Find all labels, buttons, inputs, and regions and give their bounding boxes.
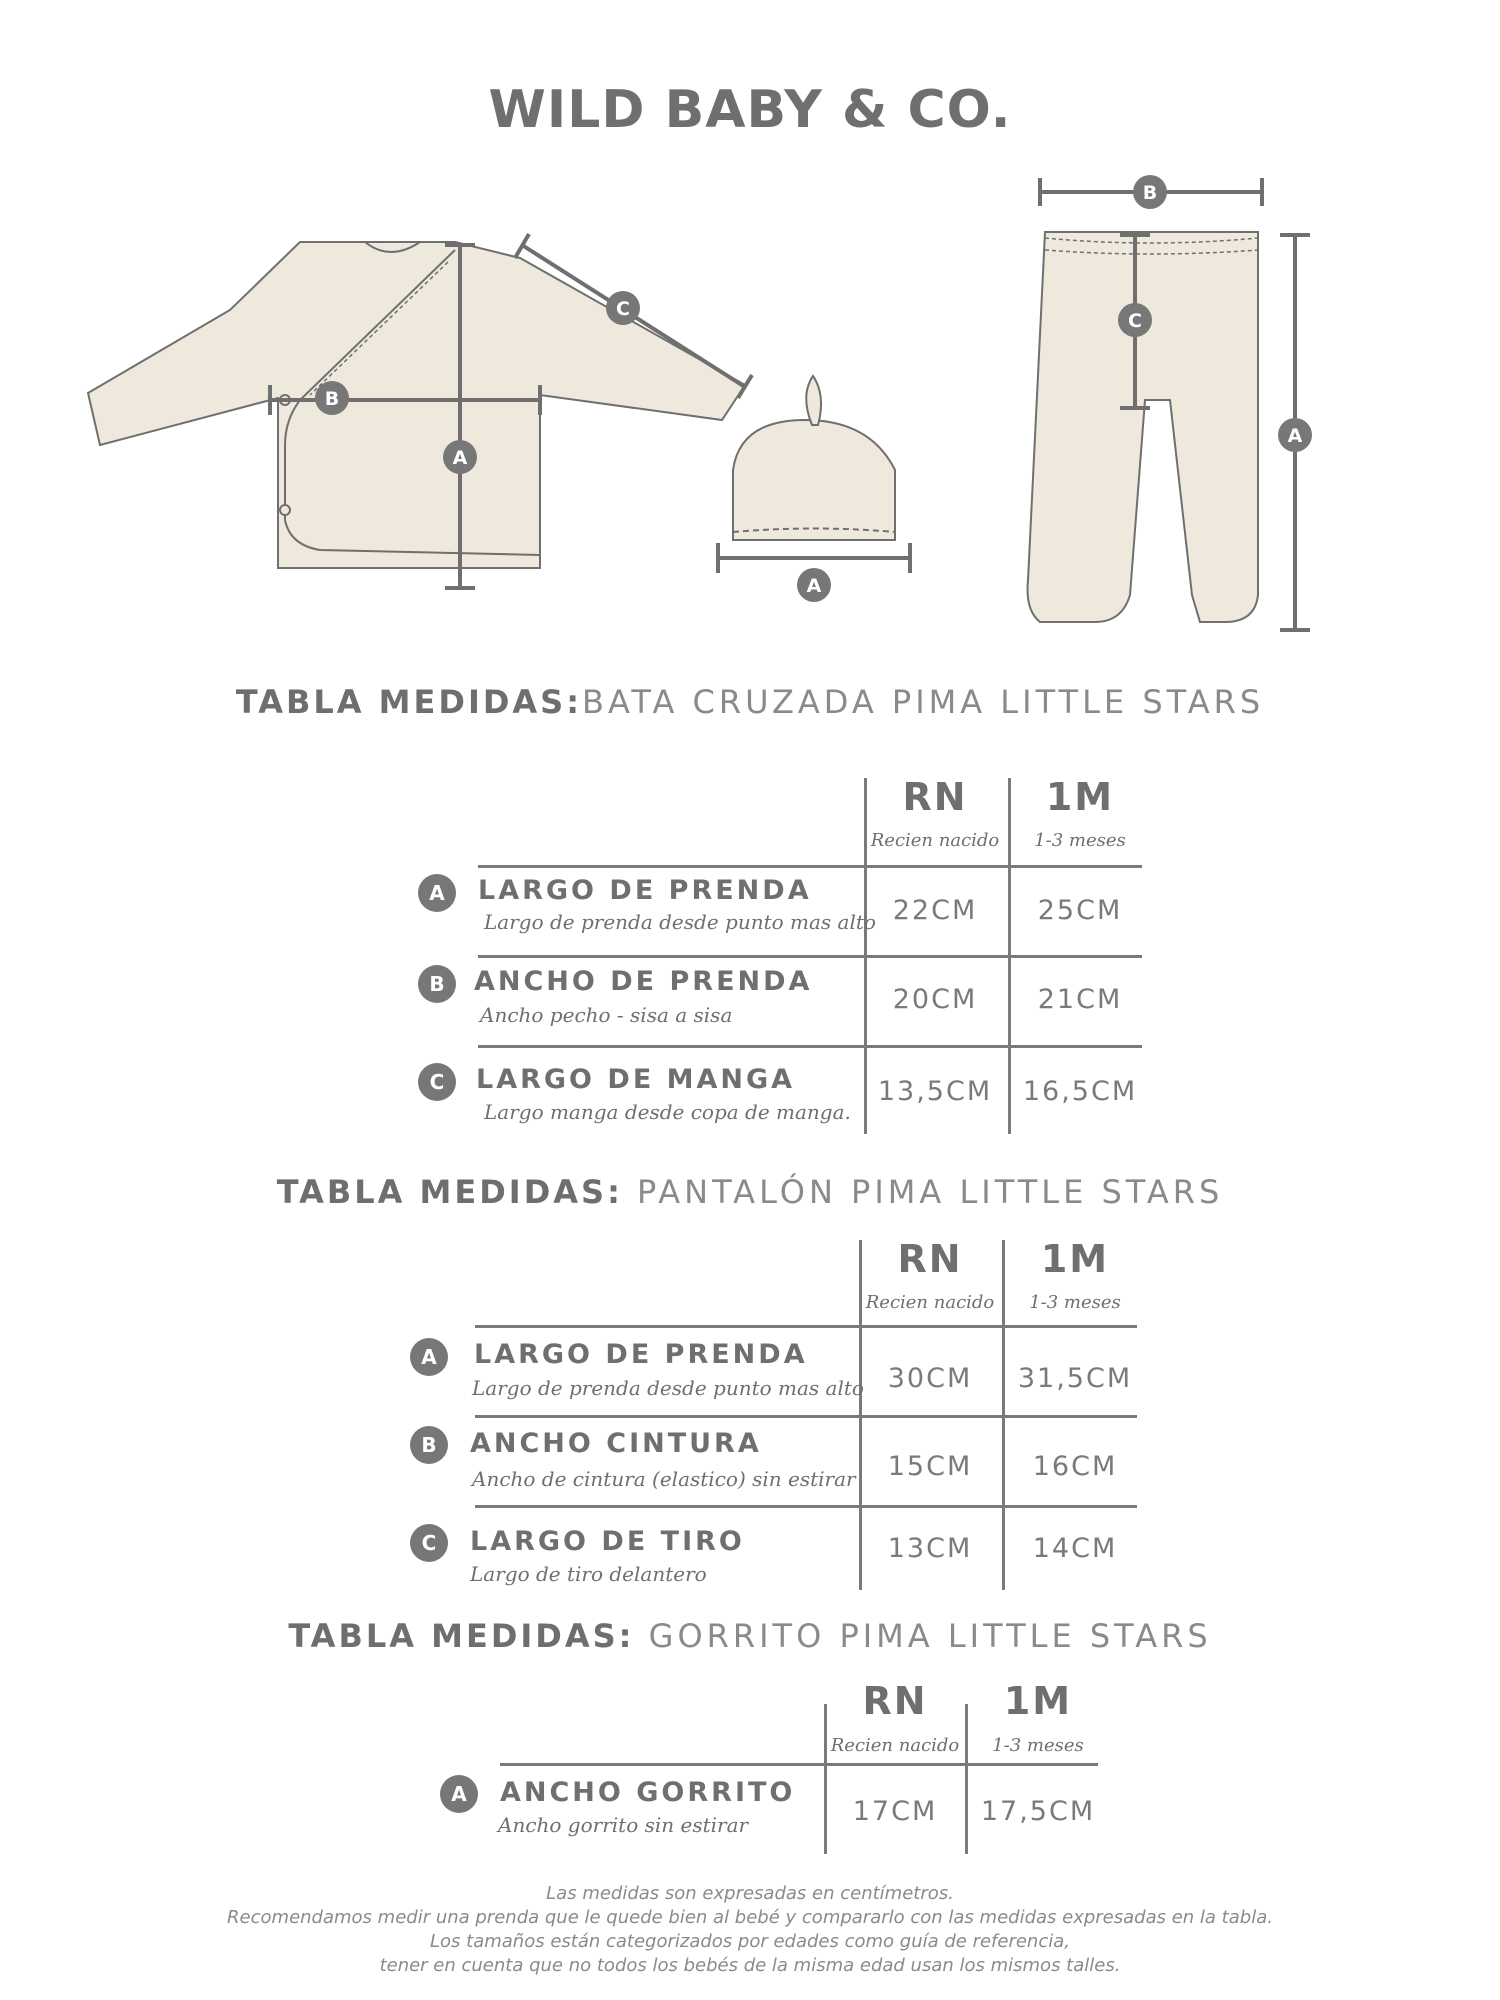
row-label: LARGO DE PRENDA	[478, 875, 812, 906]
row-label: LARGO DE MANGA	[476, 1064, 796, 1095]
row-sublabel: Largo manga desde copa de manga.	[484, 1100, 851, 1124]
table-cell: 13CM	[887, 1533, 973, 1564]
marker-badge-b: B	[410, 1426, 448, 1464]
table-cell: 22CM	[892, 895, 978, 926]
table-cell: 16,5CM	[1022, 1076, 1138, 1107]
row-label: ANCHO GORRITO	[500, 1777, 796, 1808]
row-separator	[500, 1763, 1098, 1766]
table-cell: 15CM	[887, 1451, 973, 1482]
marker-badge-c: C	[418, 1063, 456, 1101]
size-desc-rn: Recien nacido	[830, 1735, 960, 1756]
row-sublabel: Largo de prenda desde punto mas alto	[472, 1376, 864, 1400]
row-sublabel: Largo de prenda desde punto mas alto	[484, 910, 876, 934]
size-desc-rn: Recien nacido	[865, 1292, 995, 1313]
row-separator	[475, 1325, 1137, 1328]
row-separator	[478, 1045, 1142, 1048]
size-desc-rn: Recien nacido	[870, 830, 1000, 851]
size-code-1m: 1M	[1045, 775, 1115, 819]
footer-note-4: tener en cuenta que no todos los bebés de la misma edad usan los mismos talles.	[379, 1955, 1121, 1976]
row-separator	[475, 1505, 1137, 1508]
marker-badge-c: C	[410, 1524, 448, 1562]
row-sublabel: Ancho gorrito sin estirar	[498, 1813, 749, 1837]
row-sublabel: Ancho pecho - sisa a sisa	[480, 1003, 733, 1027]
size-code-rn: RN	[902, 775, 968, 819]
marker-badge-a: A	[410, 1338, 448, 1376]
shirt-marker-c: C	[616, 298, 630, 320]
size-code-rn: RN	[862, 1679, 928, 1723]
row-label: LARGO DE PRENDA	[474, 1339, 808, 1370]
size-code-1m: 1M	[1040, 1237, 1110, 1281]
row-separator	[478, 955, 1142, 958]
row-separator	[475, 1415, 1137, 1418]
hat-illustration	[718, 376, 910, 602]
table-cell: 13,5CM	[877, 1076, 993, 1107]
brand-title: WILD BABY & CO.	[488, 80, 1012, 140]
row-sublabel: Largo de tiro delantero	[470, 1562, 707, 1586]
pants-marker-b: B	[1142, 182, 1158, 204]
size-desc-1m: 1-3 meses	[1029, 1292, 1121, 1313]
table-cell: 30CM	[887, 1363, 973, 1394]
marker-badge-b: B	[418, 965, 456, 1003]
table-1-title: TABLA MEDIDAS:BATA CRUZADA PIMA LITTLE STARS	[235, 683, 1265, 721]
row-sublabel: Ancho de cintura (elastico) sin estirar	[472, 1467, 856, 1491]
pants-marker-c: C	[1128, 310, 1142, 332]
table-cell: 14CM	[1032, 1533, 1118, 1564]
table-cell: 17,5CM	[980, 1796, 1096, 1827]
shirt-illustration	[88, 234, 752, 588]
size-desc-1m: 1-3 meses	[992, 1735, 1084, 1756]
marker-badge-a: A	[418, 874, 456, 912]
table-divider	[824, 1704, 827, 1854]
shirt-marker-a: A	[452, 447, 468, 469]
table-cell: 20CM	[892, 984, 978, 1015]
marker-badge-a: A	[440, 1775, 478, 1813]
row-label: ANCHO CINTURA	[470, 1428, 762, 1459]
table-cell: 21CM	[1037, 984, 1123, 1015]
table-cell: 16CM	[1032, 1451, 1118, 1482]
table-cell: 17CM	[852, 1796, 938, 1827]
table-cell: 25CM	[1037, 895, 1123, 926]
garment-illustrations	[0, 0, 1500, 650]
hat-marker-a: A	[806, 575, 822, 597]
size-desc-1m: 1-3 meses	[1034, 830, 1126, 851]
pants-illustration	[1028, 175, 1313, 630]
row-label: LARGO DE TIRO	[470, 1526, 745, 1557]
footer-note-1: Las medidas son expresadas en centímetros.	[546, 1883, 954, 1904]
table-2-title: TABLA MEDIDAS: PANTALÓN PIMA LITTLE STARS	[276, 1173, 1224, 1211]
row-label: ANCHO DE PRENDA	[474, 966, 813, 997]
table-divider	[965, 1704, 968, 1854]
table-3-title: TABLA MEDIDAS: GORRITO PIMA LITTLE STARS	[288, 1617, 1212, 1655]
table-cell: 31,5CM	[1017, 1363, 1133, 1394]
row-separator	[478, 865, 1142, 868]
size-code-rn: RN	[897, 1237, 963, 1281]
shirt-marker-b: B	[324, 388, 340, 410]
pants-marker-a: A	[1287, 425, 1303, 447]
size-code-1m: 1M	[1003, 1679, 1073, 1723]
footer-note-3: Los tamaños están categorizados por edades como guía de referencia,	[430, 1931, 1070, 1952]
footer-note-2: Recomendamos medir una prenda que le quede bien al bebé y compararlo con las medidas expresadas en la tabla.	[227, 1907, 1273, 1928]
